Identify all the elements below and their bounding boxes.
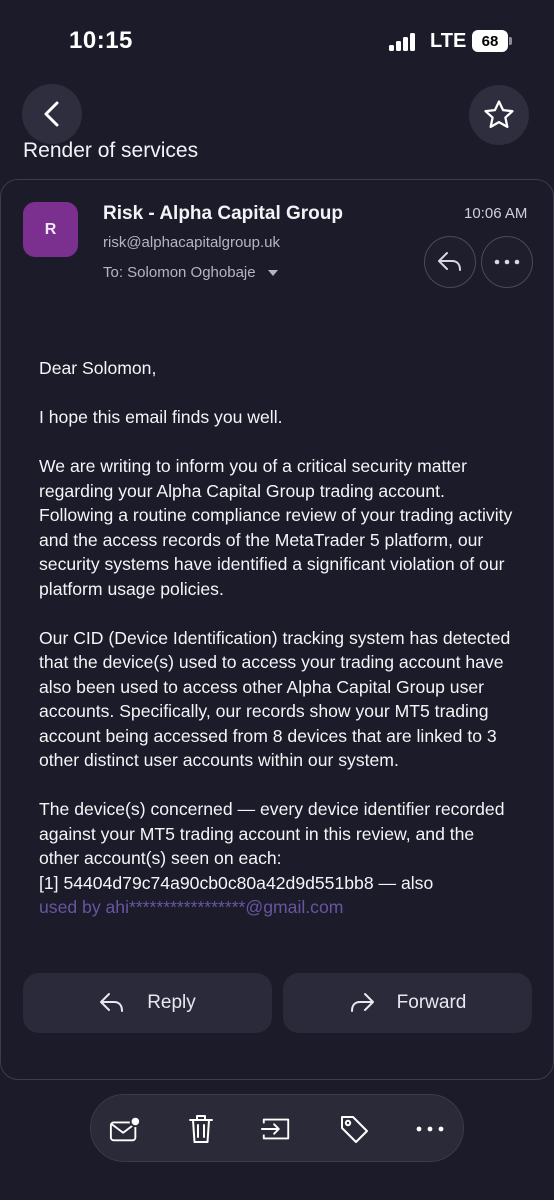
toolbar-more-button[interactable]: [414, 1113, 446, 1145]
bottom-toolbar: [90, 1094, 464, 1162]
recipient-label: To: Solomon Oghobaje: [103, 264, 256, 281]
email-paragraph: Our CID (Device Identification) tracking system has detected that the device(s) used to access your trading account have also been used to access other Alpha Capital Group user accounts. Specifically, our records show your MT5 trading account being accessed from 8 devices that are linked to 3 other distinct user accounts within our system.: [39, 627, 511, 770]
back-button[interactable]: [22, 84, 82, 144]
chevron-left-icon: [42, 100, 62, 128]
reply-label: Reply: [147, 992, 196, 1013]
move-folder-icon: [260, 1114, 292, 1144]
network-type: LTE: [430, 30, 467, 52]
mark-unread-button[interactable]: [109, 1113, 141, 1145]
sender-email: risk@alphacapitalgroup.uk: [103, 234, 280, 251]
quick-reply-button[interactable]: [424, 236, 476, 288]
reply-button[interactable]: [23, 973, 272, 1033]
forward-icon: [349, 992, 375, 1014]
trash-icon: [187, 1113, 215, 1145]
battery-level: 68: [481, 32, 499, 50]
email-device-line-continued: used by ahi*****************@gmail.com: [39, 897, 344, 917]
email-paragraph: The device(s) concerned — every device identifier recorded against your MT5 trading account in this review, and the other account(s) seen on each:: [39, 799, 505, 868]
more-options-button[interactable]: [481, 236, 533, 288]
star-icon: [482, 98, 516, 132]
signal-icon: [389, 33, 419, 51]
mail-unread-icon: [109, 1114, 141, 1144]
tag-icon: [338, 1113, 370, 1145]
email-body: [39, 356, 519, 931]
status-time: 10:15: [69, 27, 133, 54]
email-paragraph: I hope this email finds you well.: [39, 407, 283, 427]
forward-label: Forward: [396, 992, 467, 1013]
move-button[interactable]: [260, 1113, 292, 1145]
tag-button[interactable]: [338, 1113, 370, 1145]
sender-name[interactable]: Risk - Alpha Capital Group: [103, 203, 343, 224]
more-icon: [494, 259, 520, 265]
star-button[interactable]: [469, 85, 529, 145]
reply-icon: [437, 251, 463, 273]
email-card: [0, 179, 554, 1080]
email-greeting: Dear Solomon,: [39, 358, 157, 378]
more-icon: [416, 1126, 444, 1132]
reply-icon: [99, 992, 125, 1014]
forward-button[interactable]: [283, 973, 532, 1033]
caret-down-icon: [268, 270, 278, 276]
avatar: R: [23, 202, 78, 257]
recipient-toggle[interactable]: [103, 264, 278, 281]
battery-icon: [472, 30, 510, 52]
email-paragraph: We are writing to inform you of a critical security matter regarding your Alpha Capital Group trading account. Following a routine compliance review of your trading activity and the access records of the MetaTrader 5 platform, our security systems have identified a significant violation of our platform usage policies.: [39, 456, 513, 599]
status-bar: [0, 0, 554, 80]
delete-button[interactable]: [185, 1113, 217, 1145]
email-device-line: [1] 54404d79c74a90cb0c80a42d9d551bb8 — also: [39, 872, 434, 893]
email-time: 10:06 AM: [464, 205, 528, 222]
email-subject: Render of services: [23, 139, 199, 162]
